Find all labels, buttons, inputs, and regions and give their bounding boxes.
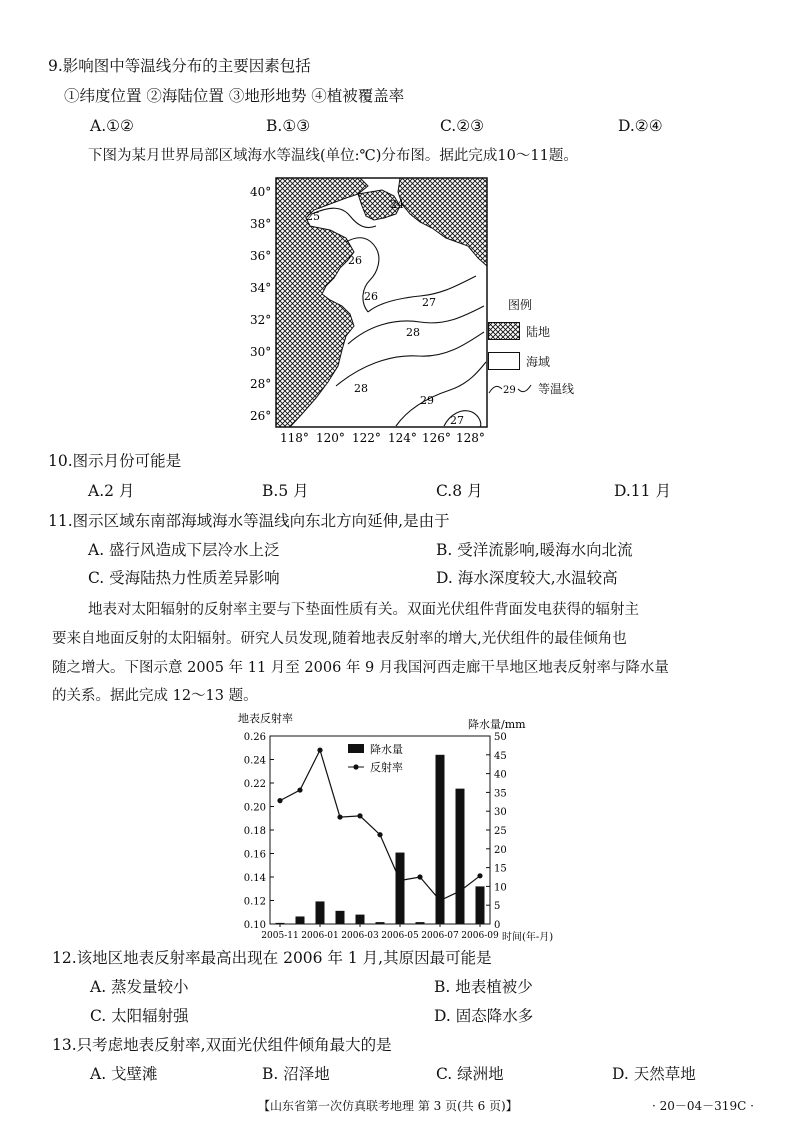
lat-label: 26° <box>250 409 272 423</box>
y-right-tick-label: 10 <box>494 882 507 894</box>
precipitation-bar <box>356 915 365 924</box>
reflectance-point <box>357 813 362 818</box>
legend-title: 图例 <box>508 298 533 312</box>
y-left-tick-label: 0.12 <box>243 896 266 908</box>
land-swatch-icon <box>488 322 520 340</box>
q10-option-b[interactable]: B.5 月 <box>262 482 309 500</box>
q11-option-d[interactable]: D. 海水深度较大,水温较高 <box>436 569 618 587</box>
reflectance-point <box>477 873 482 878</box>
y-right-tick-label: 30 <box>494 807 507 819</box>
reflectance-point <box>337 814 342 819</box>
q12-option-c[interactable]: C. 太阳辐射强 <box>90 1007 189 1025</box>
x-tick-label: 2005-11 <box>261 931 299 941</box>
lon-label: 126° <box>422 431 451 445</box>
q11-option-b[interactable]: B. 受洋流影响,暖海水向北流 <box>436 541 633 559</box>
lon-label: 120° <box>316 431 345 445</box>
legend-bar-label: 降水量 <box>370 743 403 756</box>
isotherm-label: 25 <box>306 210 320 223</box>
chart-xlabel: 时间(年-月) <box>502 932 554 943</box>
sea-swatch-icon <box>488 352 520 370</box>
precipitation-bar <box>376 922 385 924</box>
q13-option-a[interactable]: A. 戈壁滩 <box>90 1065 158 1083</box>
lat-label: 36° <box>250 249 272 263</box>
y-right-tick-label: 25 <box>494 826 507 837</box>
q12-option-b[interactable]: B. 地表植被少 <box>434 978 533 996</box>
paper-code: · 20－04－319C · <box>652 1099 754 1113</box>
q12-stem: 12.该地区地表反射率最高出现在 2006 年 1 月,其原因最可能是 <box>52 949 492 967</box>
y-left-tick-label: 0.14 <box>243 873 266 884</box>
q9-option-a[interactable]: A.①② <box>90 117 134 135</box>
isotherm-label: 24 <box>390 198 404 211</box>
passage-line: 地表对太阳辐射的反射率主要与下垫面性质有关。双面光伏组件背面发电获得的辐射主 <box>88 602 639 618</box>
q10-option-c[interactable]: C.8 月 <box>436 482 483 500</box>
q13-option-c[interactable]: C. 绿洲地 <box>436 1065 504 1083</box>
isotherm-map <box>250 176 500 446</box>
q13-option-d[interactable]: D. 天然草地 <box>612 1065 696 1083</box>
intro-10-11: 下图为某月世界局部区域海水等温线(单位:℃)分布图。据此完成10～11题。 <box>88 148 578 164</box>
y-right-tick-label: 5 <box>494 901 501 913</box>
map-legend <box>488 296 598 406</box>
passage-line: 的关系。据此完成 12～13 题。 <box>52 688 258 704</box>
x-tick-label: 2006-07 <box>421 931 459 941</box>
svg-text:29: 29 <box>503 384 516 396</box>
legend-sea-label: 海域 <box>526 354 551 369</box>
lon-label: 122° <box>352 431 381 445</box>
q11-option-c[interactable]: C. 受海陆热力性质差异影响 <box>88 569 280 587</box>
reflectance-point <box>317 748 322 753</box>
q11-option-a[interactable]: A. 盛行风造成下层冷水上泛 <box>88 541 280 559</box>
q13-stem: 13.只考虑地表反射率,双面光伏组件倾角最大的是 <box>52 1036 392 1054</box>
legend-line-marker <box>353 764 358 769</box>
reflectance-point <box>437 898 442 903</box>
legend-isotherm-label: 等温线 <box>538 382 575 396</box>
q12-option-d[interactable]: D. 固态降水多 <box>434 1007 534 1025</box>
lat-label: 30° <box>250 345 272 359</box>
x-tick-label: 2006-09 <box>461 931 499 941</box>
x-tick-label: 2006-03 <box>341 931 379 941</box>
lat-label: 28° <box>250 377 272 391</box>
lat-label: 38° <box>250 217 272 231</box>
isotherm-label: 26 <box>348 254 362 267</box>
passage-line: 要来自地面反射的太阳辐射。研究人员发现,随着地表反射率的增大,光伏组件的最佳倾角也 <box>52 631 627 647</box>
reflectance-point <box>397 878 402 883</box>
isotherm-label: 29 <box>420 394 434 407</box>
legend-land <box>488 322 550 340</box>
lon-label: 118° <box>280 431 309 445</box>
legend-line-label: 反射率 <box>370 761 403 774</box>
y-left-tick-label: 0.26 <box>243 732 266 743</box>
q13-option-b[interactable]: B. 沼泽地 <box>262 1065 330 1083</box>
precipitation-bar <box>396 853 405 924</box>
y-left-tick-label: 0.20 <box>243 802 266 814</box>
page-footer: 【山东省第一次仿真联考地理 第 3 页(共 6 页)】 <box>258 1099 518 1113</box>
reflectance-point <box>417 874 422 879</box>
q10-option-d[interactable]: D.11 月 <box>614 482 671 500</box>
precipitation-bar <box>416 922 425 924</box>
precipitation-bar <box>276 923 285 924</box>
lat-label: 32° <box>250 313 272 327</box>
q12-option-a[interactable]: A. 蒸发量较小 <box>90 978 189 996</box>
y-right-tick-label: 50 <box>494 732 507 743</box>
isotherm-label: 27 <box>450 414 464 427</box>
precipitation-bar <box>456 789 465 924</box>
y-left-tick-label: 0.16 <box>243 849 266 861</box>
y-right-tick-label: 0 <box>494 920 501 931</box>
legend-land-label: 陆地 <box>526 324 551 339</box>
y-right-tick-label: 15 <box>494 863 507 875</box>
lat-label: 40° <box>250 185 272 199</box>
reflectance-point <box>297 787 302 792</box>
isotherm-label: 27 <box>422 296 436 309</box>
y-right-tick-label: 35 <box>494 788 507 800</box>
y-left-tick-label: 0.18 <box>243 826 266 837</box>
y-left-tick-label: 0.22 <box>243 779 266 790</box>
isotherm-label: 26 <box>364 290 378 303</box>
isotherm-label: 28 <box>406 326 420 339</box>
precipitation-bar <box>336 911 345 924</box>
chart-legend <box>348 742 403 774</box>
q9-factors: ①纬度位置 ②海陆位置 ③地形地势 ④植被覆盖率 <box>64 87 405 105</box>
isotherm-sample-icon <box>488 381 532 397</box>
legend-isotherm <box>488 380 574 397</box>
reflectance-point <box>377 832 382 837</box>
precipitation-bar <box>316 901 325 924</box>
q10-stem: 10.图示月份可能是 <box>48 452 182 470</box>
isotherm-label: 28 <box>354 382 368 395</box>
precipitation-bar <box>476 886 485 924</box>
x-tick-label: 2006-01 <box>301 931 339 941</box>
reflectance-point <box>277 798 282 803</box>
q9-option-d[interactable]: D.②④ <box>618 117 663 135</box>
lat-label: 34° <box>250 281 272 295</box>
y-right-tick-label: 40 <box>494 769 507 781</box>
q9-stem: 9.影响图中等温线分布的主要因素包括 <box>48 57 311 75</box>
y-left-tick-label: 0.24 <box>243 755 266 767</box>
x-tick-label: 2006-05 <box>381 931 419 941</box>
lon-label: 128° <box>456 431 485 445</box>
chart-ylabel-left: 地表反射率 <box>238 712 293 725</box>
y-right-tick-label: 20 <box>494 844 507 856</box>
chart-ylabel-right: 降水量/mm <box>468 718 526 731</box>
reflectance-point <box>457 889 462 894</box>
passage-line: 随之增大。下图示意 2005 年 11 月至 2006 年 9 月我国河西走廊干旱地区地表反射率与降水量 <box>52 660 669 676</box>
q11-stem: 11.图示区域东南部海域海水等温线向东北方向延伸,是由于 <box>48 512 450 530</box>
y-left-tick-label: 0.10 <box>243 920 266 931</box>
lon-label: 124° <box>388 431 417 445</box>
legend-sea <box>488 352 550 370</box>
legend-bar-swatch <box>348 744 364 753</box>
q9-option-b[interactable]: B.①③ <box>266 117 311 135</box>
q10-option-a[interactable]: A.2 月 <box>88 482 135 500</box>
y-right-tick-label: 45 <box>494 750 507 762</box>
precipitation-bar <box>296 916 305 924</box>
q9-option-c[interactable]: C.②③ <box>440 117 485 135</box>
reflectance-precipitation-chart <box>236 712 576 944</box>
